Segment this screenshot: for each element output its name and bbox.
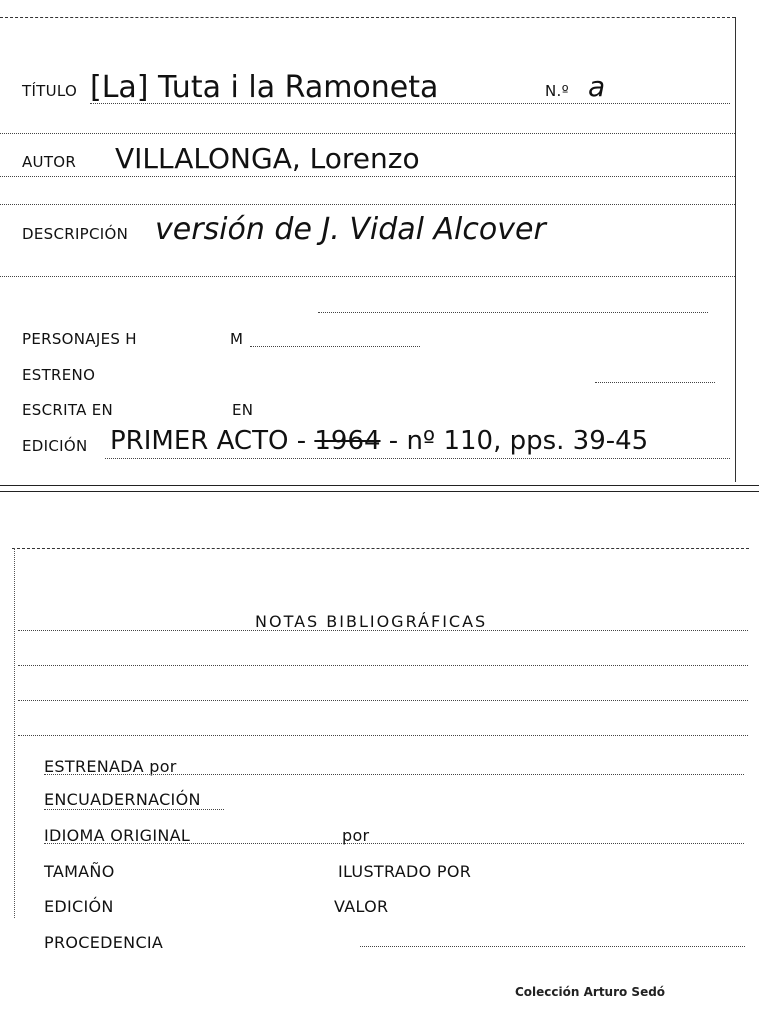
procedencia-line [360,946,745,947]
bottom-edicion-label: EDICIÓN [44,897,114,916]
row-separator [0,204,735,205]
autor-line [0,176,735,177]
titulo-value: [La] Tuta i la Ramoneta [90,70,439,105]
notas-line [18,700,748,701]
descripcion-label: DESCRIPCIÓN [22,225,129,243]
en-label: EN [232,401,254,419]
procedencia-label: PROCEDENCIA [44,933,164,952]
titulo-label: TÍTULO [22,82,78,100]
row-separator [318,312,708,313]
edicion-value-a: PRIMER ACTO - [110,426,307,456]
m-label: M [230,330,244,348]
estrenada-line [44,774,744,775]
numero-label: N.º [545,82,569,100]
ilustrado-label: ILUSTRADO POR [338,862,472,881]
idioma-line [44,843,744,844]
personajes-label: PERSONAJES H [22,330,137,348]
edicion-label: EDICIÓN [22,437,88,455]
encuadernacion-label: ENCUADERNACIÓN [44,790,201,809]
edicion-value-b: - nº 110, pps. 39-45 [388,426,649,456]
top-card-top-edge [0,17,735,18]
estreno-line [595,382,715,383]
descripcion-value: versión de J. Vidal Alcover [155,212,546,247]
edicion-value [110,426,648,456]
top-card-right-edge [735,17,736,482]
numero-value: a [588,70,606,103]
estreno-label: ESTRENO [22,366,96,384]
autor-value: VILLALONGA, Lorenzo [115,142,420,175]
edicion-struck: 1964 [314,426,381,456]
notas-heading: NOTAS BIBLIOGRÁFICAS [255,612,488,631]
bottom-card-left-edge [14,548,15,918]
tamano-label: TAMAÑO [44,862,115,881]
valor-label: VALOR [334,897,389,916]
autor-label: AUTOR [22,153,77,171]
notas-line [18,630,748,631]
bottom-card-top-edge [12,548,749,549]
top-card-bottom-edge [0,485,759,486]
escrita-label: ESCRITA EN [22,401,114,419]
encuadernacion-line [44,809,224,810]
descripcion-line [0,276,735,277]
m-line [250,346,420,347]
notas-line [18,735,748,736]
row-separator [0,133,735,134]
titulo-line [90,103,730,104]
por-label: por [342,826,370,845]
notas-line [18,665,748,666]
estrenada-label: ESTRENADA por [44,757,177,776]
collection-footer: Colección Arturo Sedó [515,985,666,999]
edicion-line [105,458,730,459]
top-card-bottom-edge-2 [0,491,759,492]
idioma-label: IDIOMA ORIGINAL [44,826,191,845]
